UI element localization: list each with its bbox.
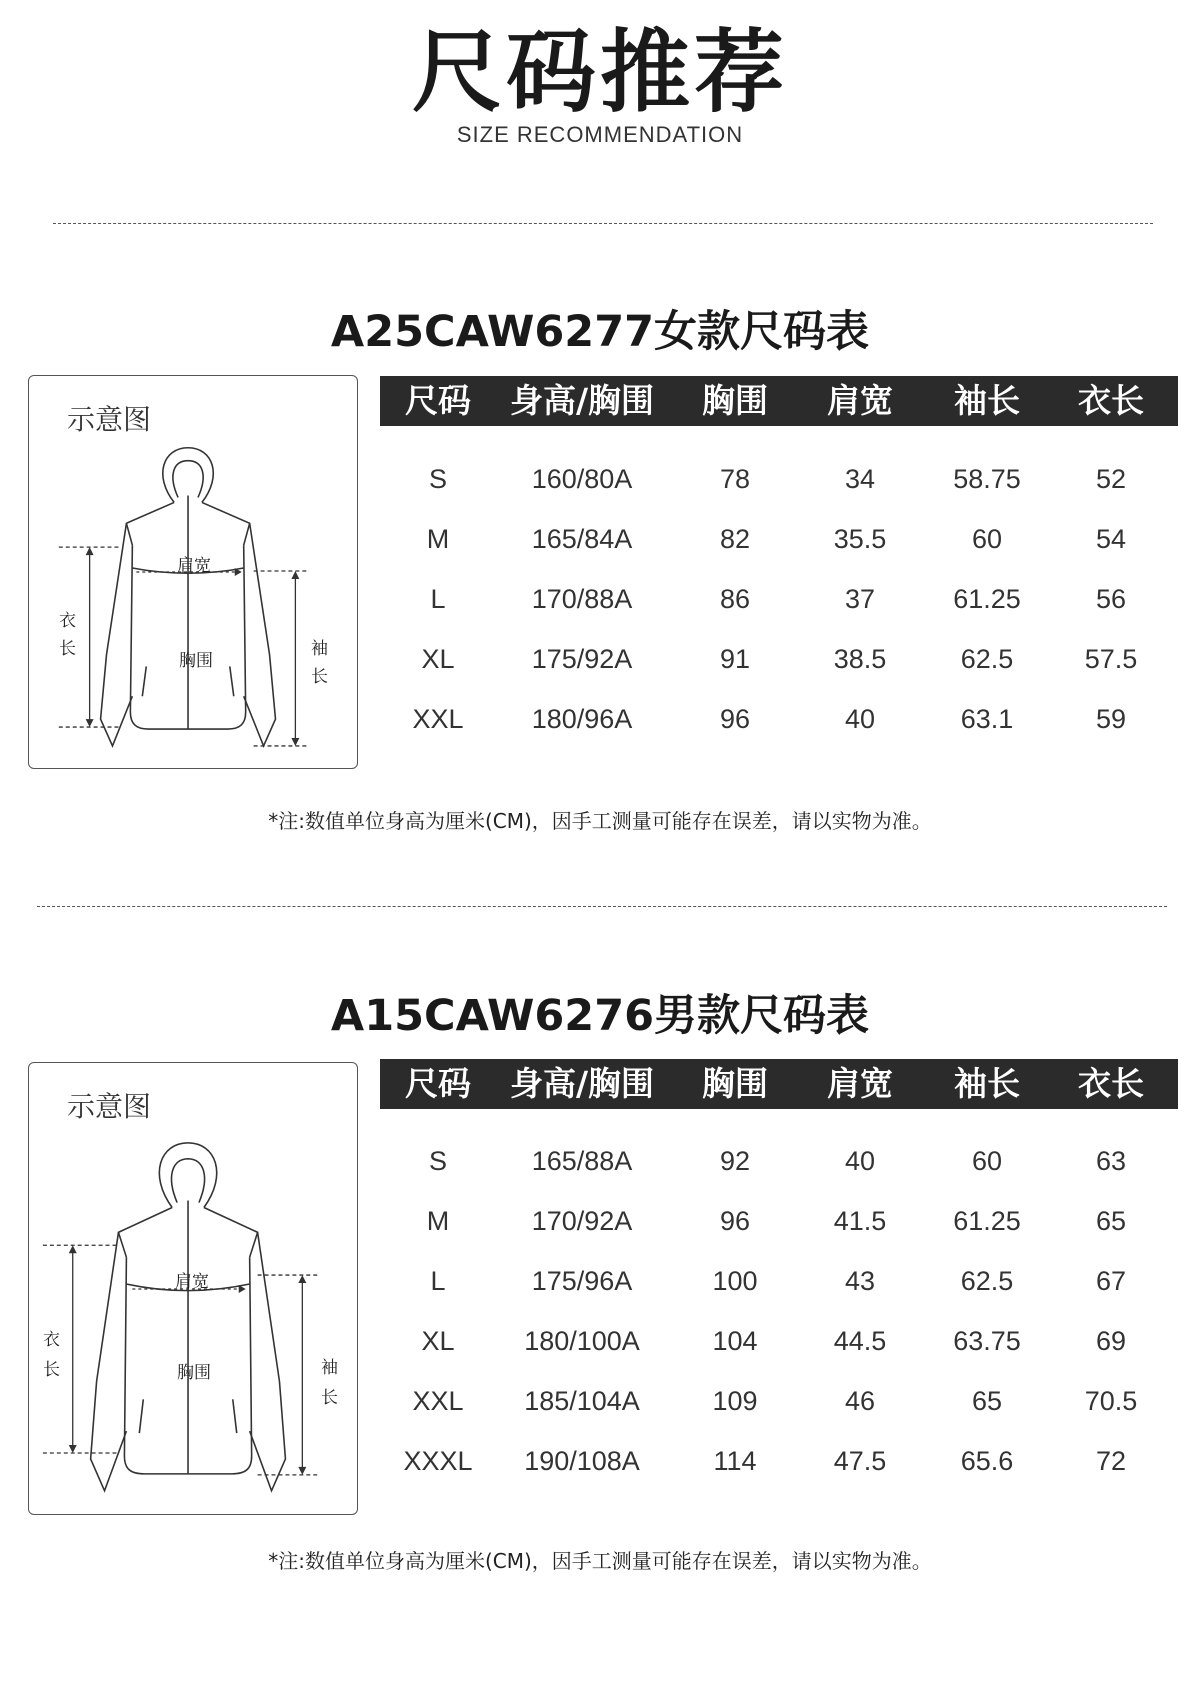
cell-height-chest: 165/84A <box>531 524 633 554</box>
cell-chest: 96 <box>719 1206 751 1236</box>
cell-size: M <box>426 1206 450 1236</box>
col-header-height-chest: 身高/胸围 <box>509 1064 655 1103</box>
col-header-shoulder: 肩宽 <box>827 1064 893 1103</box>
cell-length: 72 <box>1095 1446 1127 1476</box>
cell-chest: 91 <box>719 644 751 674</box>
chest-label: 胸围 <box>177 1363 211 1383</box>
cell-height-chest: 180/100A <box>524 1326 640 1356</box>
cell-height-chest: 160/80A <box>531 464 633 494</box>
cell-shoulder: 43 <box>844 1266 876 1296</box>
cell-sleeve: 62.5 <box>960 1266 1014 1296</box>
cell-sleeve: 63.75 <box>953 1326 1021 1356</box>
cell-chest: 78 <box>719 464 751 494</box>
col-header-size: 尺码 <box>405 381 471 420</box>
cell-shoulder: 35.5 <box>833 524 887 554</box>
col-header-height-chest: 身高/胸围 <box>509 381 655 420</box>
men-diagram <box>28 1062 358 1515</box>
cell-chest: 114 <box>713 1446 757 1476</box>
cell-height-chest: 170/92A <box>531 1206 633 1236</box>
cell-shoulder: 46 <box>844 1386 876 1416</box>
cell-shoulder: 34 <box>844 464 876 494</box>
cell-shoulder: 40 <box>844 1146 876 1176</box>
sleeve-label-2: 长 <box>311 667 328 687</box>
col-header-shoulder: 肩宽 <box>827 381 893 420</box>
women-note: *注:数值单位身高为厘米(CM)，因手工测量可能存在误差，请以实物为准。 <box>268 809 932 833</box>
cell-shoulder: 37 <box>844 584 876 614</box>
col-header-size: 尺码 <box>405 1064 471 1103</box>
cell-chest: 96 <box>719 704 751 734</box>
men-note: *注:数值单位身高为厘米(CM)，因手工测量可能存在误差，请以实物为准。 <box>268 1549 932 1573</box>
cell-size: M <box>426 524 450 554</box>
sleeve-label-2: 长 <box>321 1388 338 1408</box>
length-label-1: 衣 <box>59 611 76 631</box>
cell-sleeve: 65.6 <box>960 1446 1014 1476</box>
cell-size: S <box>428 464 447 494</box>
cell-height-chest: 175/96A <box>531 1266 633 1296</box>
page-subtitle: SIZE RECOMMENDATION <box>456 122 744 147</box>
length-label-2: 长 <box>43 1360 60 1380</box>
col-header-sleeve: 袖长 <box>954 381 1020 420</box>
cell-height-chest: 185/104A <box>524 1386 640 1416</box>
cell-sleeve: 60 <box>971 524 1003 554</box>
cell-height-chest: 170/88A <box>531 584 633 614</box>
cell-length: 65 <box>1095 1206 1127 1236</box>
col-header-chest: 胸围 <box>702 381 768 420</box>
sleeve-label-1: 袖 <box>321 1358 338 1378</box>
shoulder-label: 肩宽 <box>177 556 211 576</box>
cell-chest: 82 <box>719 524 751 554</box>
cell-length: 63 <box>1095 1146 1127 1176</box>
cell-size: XXL <box>412 704 464 734</box>
cell-length: 54 <box>1095 524 1127 554</box>
cell-size: XXL <box>412 1386 464 1416</box>
cell-length: 57.5 <box>1084 644 1138 674</box>
length-label-1: 衣 <box>43 1330 60 1350</box>
cell-shoulder: 38.5 <box>833 644 887 674</box>
cell-chest: 86 <box>719 584 751 614</box>
sleeve-label-1: 袖 <box>311 639 328 659</box>
cell-sleeve: 61.25 <box>953 1206 1021 1236</box>
cell-length: 52 <box>1095 464 1127 494</box>
shoulder-label: 肩宽 <box>175 1272 209 1292</box>
cell-shoulder: 44.5 <box>833 1326 887 1356</box>
col-header-sleeve: 袖长 <box>954 1064 1020 1103</box>
divider <box>53 223 1153 224</box>
cell-sleeve: 65 <box>971 1386 1003 1416</box>
cell-shoulder: 47.5 <box>833 1446 887 1476</box>
cell-sleeve: 58.75 <box>953 464 1021 494</box>
cell-height-chest: 165/88A <box>531 1146 633 1176</box>
men-table-title: A15CAW6276男款尺码表 <box>330 991 870 1041</box>
cell-length: 67 <box>1095 1266 1127 1296</box>
cell-size: S <box>428 1146 447 1176</box>
cell-sleeve: 63.1 <box>960 704 1014 734</box>
length-label-2: 长 <box>59 639 76 659</box>
cell-sleeve: 61.25 <box>953 584 1021 614</box>
cell-length: 56 <box>1095 584 1127 614</box>
cell-sleeve: 60 <box>971 1146 1003 1176</box>
col-header-chest: 胸围 <box>702 1064 768 1103</box>
page-title: 尺码推荐 <box>412 20 788 125</box>
divider <box>37 906 1167 907</box>
cell-chest: 104 <box>712 1326 758 1356</box>
cell-length: 59 <box>1095 704 1127 734</box>
cell-chest: 92 <box>719 1146 751 1176</box>
chest-label: 胸围 <box>179 651 213 671</box>
cell-height-chest: 175/92A <box>531 644 633 674</box>
women-diagram <box>28 375 358 769</box>
col-header-length: 衣长 <box>1078 1064 1144 1103</box>
women-table-title: A25CAW6277女款尺码表 <box>330 307 870 357</box>
col-header-length: 衣长 <box>1078 381 1144 420</box>
cell-shoulder: 40 <box>844 704 876 734</box>
cell-chest: 109 <box>712 1386 758 1416</box>
cell-sleeve: 62.5 <box>960 644 1014 674</box>
cell-height-chest: 190/108A <box>524 1446 640 1476</box>
cell-length: 70.5 <box>1084 1386 1138 1416</box>
cell-size: XXXL <box>403 1446 473 1476</box>
cell-size: XL <box>421 1326 455 1356</box>
cell-size: XL <box>421 644 455 674</box>
cell-size: L <box>430 584 446 614</box>
cell-chest: 100 <box>712 1266 758 1296</box>
diagram-label: 示意图 <box>67 1090 152 1123</box>
cell-shoulder: 41.5 <box>833 1206 887 1236</box>
cell-size: L <box>430 1266 446 1296</box>
diagram-label: 示意图 <box>67 403 152 436</box>
cell-height-chest: 180/96A <box>531 704 633 734</box>
cell-length: 69 <box>1095 1326 1127 1356</box>
